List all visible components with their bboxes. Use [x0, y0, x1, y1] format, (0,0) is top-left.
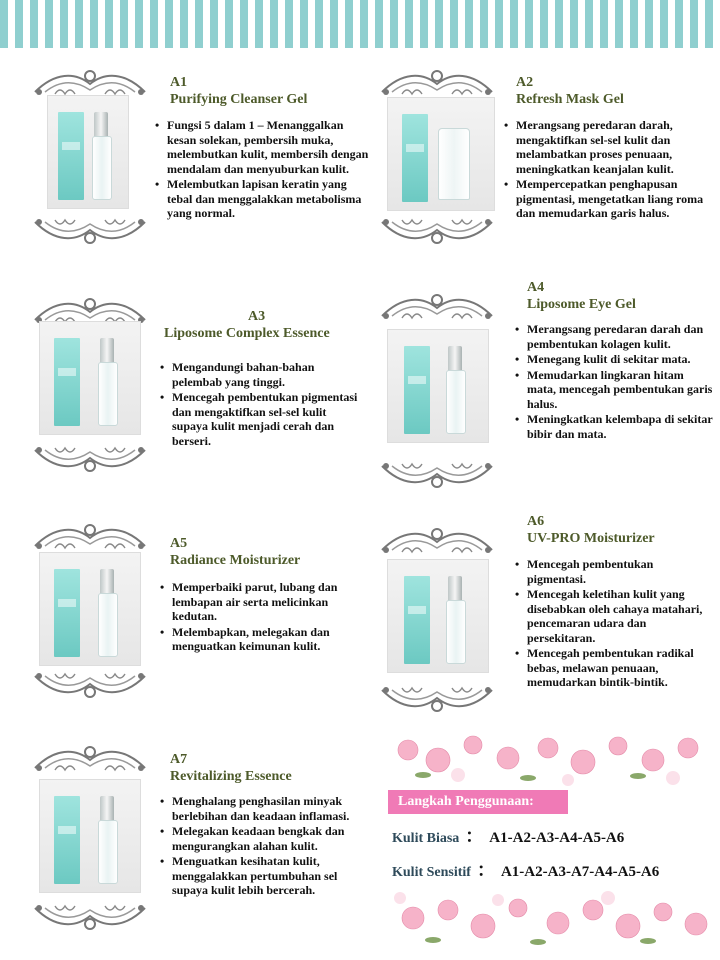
benefit-item: • Mencegah pembentukan pigmentasi. — [515, 557, 715, 586]
benefit-item: • Menegang kulit di sekitar mata. — [515, 352, 715, 367]
benefit-item: • Memperbaiki parut, lubang dan lembapan air serta melicinkan kedutan. — [160, 580, 365, 624]
usage-row-normal — [392, 822, 624, 848]
usage-row-sensitive — [392, 856, 659, 882]
product-name: Liposome Complex Essence — [164, 326, 330, 341]
product-name: Radiance Moisturizer — [170, 553, 301, 568]
product-code: A4 — [527, 280, 545, 295]
product-photo-a7 — [40, 780, 140, 892]
product-benefits-a7 — [160, 794, 365, 899]
usage-title: Langkah Penggunaan: — [388, 790, 568, 814]
product-code: A5 — [170, 536, 188, 551]
product-photo-a1 — [48, 96, 128, 208]
product-name: Purifying Cleanser Gel — [170, 92, 308, 107]
usage-label: Kulit Sensitif — [392, 865, 471, 880]
benefit-item: • Mengandungi bahan-bahan pelembab yang tinggi. — [160, 360, 365, 389]
usage-label: Kulit Biasa — [392, 831, 460, 846]
flower-border-top — [388, 730, 714, 790]
benefit-item: • Memudarkan lingkaran hitam mata, mencegah pembentukan garis halus. — [515, 368, 715, 412]
product-benefits-a5 — [160, 580, 365, 655]
product-benefits-a3 — [160, 360, 365, 449]
product-photo-a2 — [388, 98, 494, 210]
top-stripe-border — [0, 0, 720, 48]
product-code: A2 — [516, 75, 534, 90]
usage-colon: ： — [476, 860, 495, 880]
benefit-item: • Fungsi 5 dalam 1 – Menanggalkan kesan solekan, pembersih muka, melembutkan kulit, membersih dengan mendalam dan menyuburkan kulit. — [155, 118, 370, 176]
product-name: Liposome Eye Gel — [527, 297, 636, 312]
benefit-item: • Merangsang peredaran darah dan pembentukan kolagen kulit. — [515, 322, 715, 351]
product-photo-a3 — [40, 322, 140, 434]
product-photo-a4 — [388, 330, 488, 442]
blossom-icon — [388, 730, 714, 790]
benefit-item: • Mencegah keletihan kulit yang disebabkan oleh cahaya matahari, pencemaran udara dan persekitaran. — [515, 587, 715, 645]
product-code: A6 — [527, 514, 545, 529]
product-code: A1 — [170, 75, 188, 90]
benefit-item: • Melembutkan lapisan keratin yang tebal dan menggalakkan metabolisma yang normal. — [155, 177, 370, 221]
benefit-item: • Mencegah pembentukan pigmentasi dan mengaktifkan sel-sel kulit supaya kulit menjadi cerah dan berseri. — [160, 390, 365, 448]
product-benefits-a1 — [155, 118, 370, 222]
usage-sequence: A1-A2-A3-A4-A5-A6 — [489, 830, 625, 846]
usage-colon: ： — [465, 826, 484, 846]
usage-sequence: A1-A2-A3-A7-A4-A5-A6 — [500, 864, 660, 880]
product-code: A7 — [170, 752, 188, 767]
product-name: UV-PRO Moisturizer — [527, 531, 655, 546]
benefit-item: • Mempercepatkan penghapusan pigmentasi, mengetatkan liang roma dan memudarkan garis halus. — [504, 177, 714, 221]
blossom-icon — [388, 888, 714, 950]
flower-border-bottom — [388, 888, 714, 950]
benefit-item: • Merangsang peredaran darah, mengaktifkan sel-sel kulit dan melambatkan proses penuaan, meningkatkan keanjalan kulit. — [504, 118, 714, 176]
product-code: A3 — [248, 309, 266, 324]
product-name: Revitalizing Essence — [170, 769, 292, 784]
product-photo-a6 — [388, 560, 488, 672]
product-name: Refresh Mask Gel — [516, 92, 624, 107]
benefit-item: • Menguatkan kesihatan kulit, menggalakkan pertumbuhan sel supaya kulit lebih bercerah. — [160, 854, 365, 898]
product-benefits-a2 — [504, 118, 714, 222]
benefit-item: • Melembapkan, melegakan dan menguatkan keimunan kulit. — [160, 625, 365, 654]
benefit-item: • Mencegah pembentukan radikal bebas, melawan penuaan, memudarkan bintik-bintik. — [515, 646, 715, 690]
product-benefits-a6 — [515, 557, 715, 691]
benefit-item: • Melegakan keadaan bengkak dan mengurangkan alahan kulit. — [160, 824, 365, 853]
benefit-item: • Menghalang penghasilan minyak berlebihan dan keadaan inflamasi. — [160, 794, 365, 823]
product-photo-a5 — [40, 553, 140, 665]
product-benefits-a4 — [515, 322, 715, 442]
benefit-item: • Meningkatkan kelembapa di sekitar bibir dan mata. — [515, 412, 715, 441]
